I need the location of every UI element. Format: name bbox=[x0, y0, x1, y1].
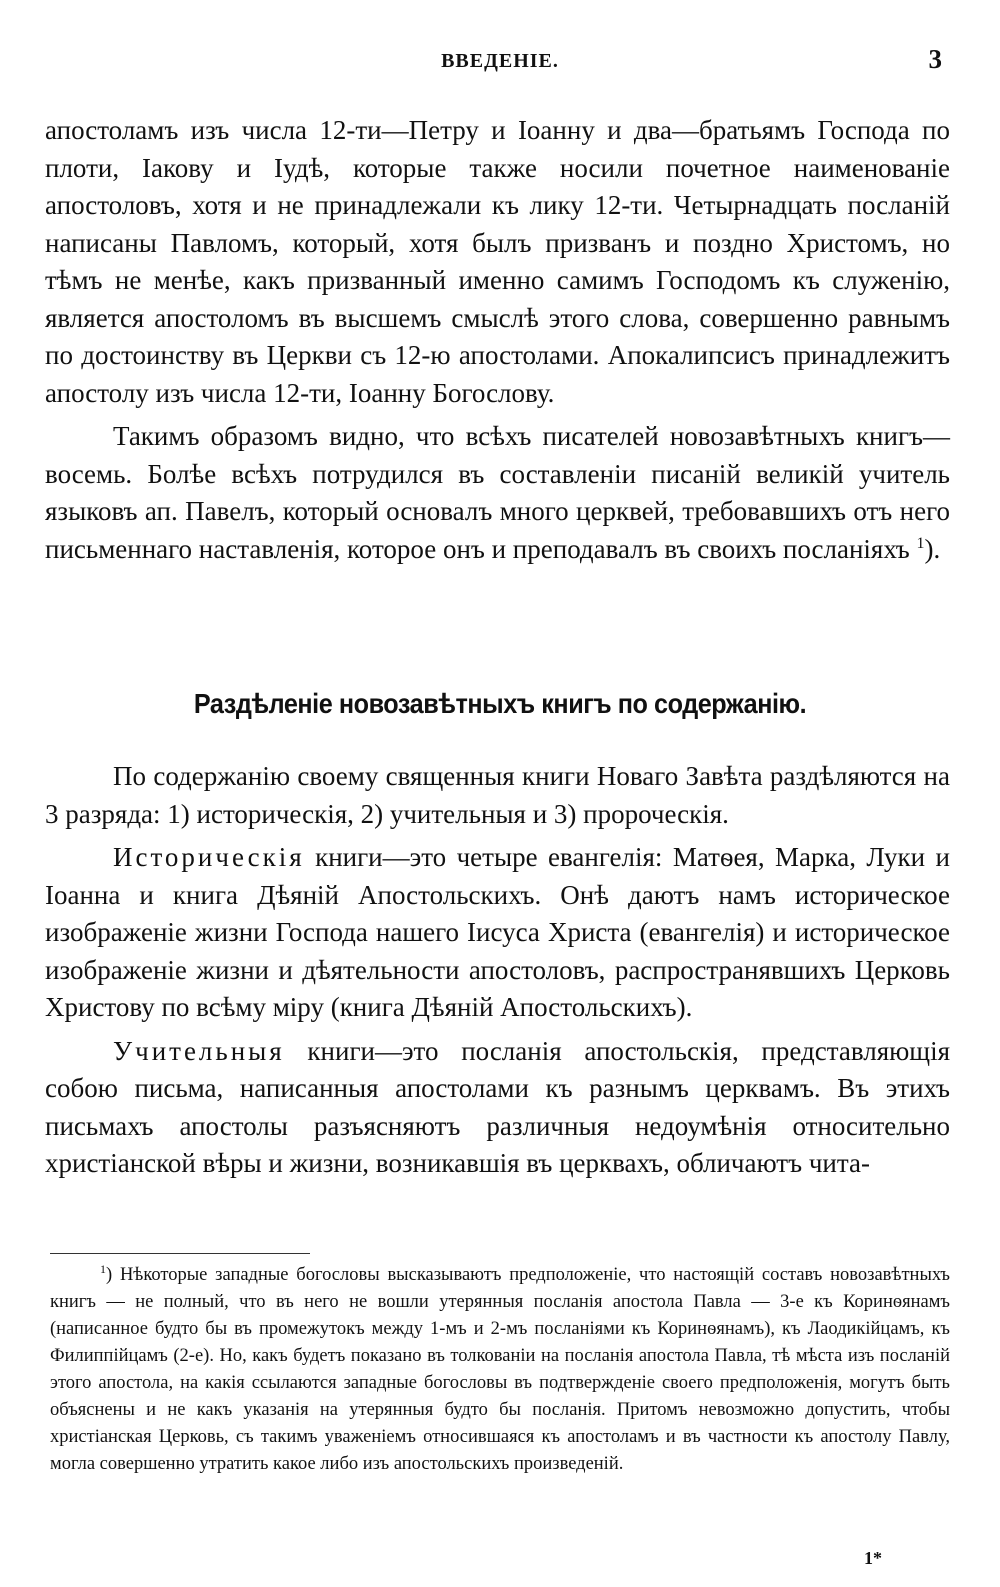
intro-paragraph-1: апостоламъ изъ числа 12-ти—Петру и Іоанну и два—братьямъ Господа по плоти, Іакову и Іудѣ, которые также носили почетное наименованіе апостоловъ, хотя и не принадлежали къ лику 12-ти. Четырнадцать посланій написаны Павломъ, который, хотя былъ призванъ и поздно Христомъ, но тѣмъ не менѣе, какъ призванный именно самимъ Господомъ къ служенію, является апостоломъ въ высшемъ смыслѣ этого слова, совершенно равнымъ по достоинству въ Церкви съ 12-ю апостолами. Апокалипсисъ принадлежитъ апостолу изъ числа 12-ти, Іоанну Богослову. bbox=[45, 115, 950, 408]
footnote-marker: 1 bbox=[100, 1261, 106, 1276]
signature-mark: 1* bbox=[864, 1548, 882, 1568]
intro-paragraph-2 bbox=[45, 418, 950, 568]
footnote-text: ) Нѣкоторые западные богословы высказываютъ предположеніе, что настоящій составъ новозавѣтныхъ книгъ — не полный, что въ него не вошли утерянныя посланія апостола Павла — 3-е къ Коринѳянамъ (написанное будто бы въ промежутокъ между 1-мъ и 2-мъ посланіями къ Коринѳянамъ), къ Лаодикійцамъ, къ Филиппійцамъ (2-е). Но, какъ будетъ показано въ толкованіи на посланія апостола Павла, тѣ мѣста изъ посланій этого апостола, на какія ссылаются западные богословы въ подтвержденіе своего предположенія, могутъ быть объяснены и не какъ указанія на утерянныя будто бы посланія. Притомъ невозможно допустить, чтобы христіанская Церковь, съ такимъ уваженіемъ относившаяся къ апостоламъ и въ частности къ апостолу Павлу, могла совершенно утратить какое либо изъ апостольскихъ произведеній. bbox=[50, 1265, 950, 1474]
footnote-rule bbox=[50, 1253, 310, 1254]
section-paragraph-1: По содержанію своему священныя книги Новаго Завѣта раздѣляются на 3 разряда: 1) историческія, 2) учительныя и 3) пророческія. bbox=[45, 761, 950, 829]
footnote bbox=[50, 1262, 950, 1478]
term-didactic: Учительныя bbox=[113, 1035, 285, 1066]
intro-paragraph-2-text: Такимъ образомъ видно, что всѣхъ писателей новозавѣтныхъ книгъ—восемь. Болѣе всѣхъ потрудился въ составленіи писаній великій учитель языковъ ап. Павелъ, который основалъ много церквей, требовавшихъ отъ него письменнаго наставленія, которое онъ и преподавалъ въ своихъ посланіяхъ bbox=[45, 421, 950, 564]
running-title: ВВЕДЕНІЕ. bbox=[441, 50, 559, 72]
section-text bbox=[45, 758, 950, 1183]
running-head bbox=[0, 44, 1000, 84]
intro-text bbox=[45, 112, 950, 568]
intro-paragraph-2-end: ). bbox=[924, 533, 941, 564]
page-number: 3 bbox=[928, 44, 942, 74]
term-historical: Историческія bbox=[113, 842, 305, 872]
section-paragraph-2-text: книги—это четыре евангелія: Матѳея, Марка, Луки и Іоанна и книга Дѣяній Апостольскихъ. Онѣ даютъ намъ историческое изображеніе жизни Господа нашего Іисуса Христа (евангелія) и историческое изображеніе жизни и дѣятельности апостоловъ, распространявшихъ Церковь Христову по всѣму міру (книга Дѣяній Апостольскихъ). bbox=[45, 842, 950, 1022]
section-paragraph-2 bbox=[45, 839, 950, 1027]
section-paragraph-3-text: книги—это посланія апостольскія, представляющія собою письма, написанныя апостолами къ разнымъ церквамъ. Въ этихъ письмахъ апостолы разъясняютъ различныя недоумѣнія относительно христіанской вѣры и жизни, возникавшія въ церквахъ, обличаютъ чита- bbox=[45, 1035, 950, 1178]
footnote-reference: 1 bbox=[916, 534, 925, 552]
section-paragraph-3 bbox=[45, 1033, 950, 1183]
section-heading: Раздѣленіе новозавѣтныхъ книгъ по содержанію. bbox=[193, 688, 807, 719]
